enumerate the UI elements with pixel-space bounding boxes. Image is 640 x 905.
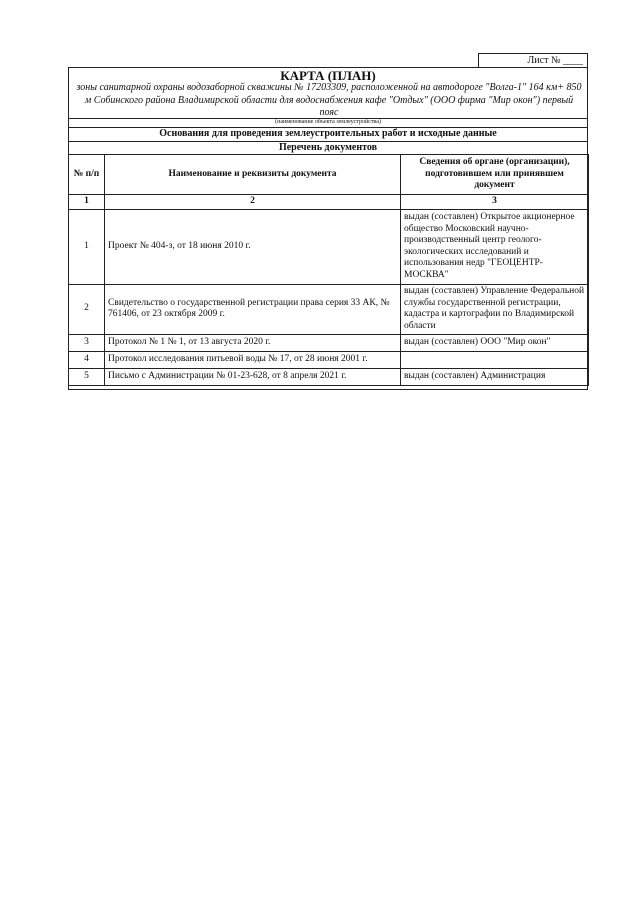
table-row [69, 334, 589, 351]
header-number: № п/п [69, 155, 105, 195]
row-organization: выдан (составлен) Открытое акционерное общество Московский научно-производственный центр геолого-экологических исследований и использования недр "ГЕОЦЕНТР-МОСКВА" [401, 209, 589, 284]
index-cell: 2 [105, 195, 401, 210]
row-organization: выдан (составлен) Управление Федеральной службы государственной регистрации, кадастра и картографии по Владимирской области [401, 284, 589, 334]
table-row [69, 368, 589, 385]
row-document: Протокол исследования питьевой воды № 17, от 28 июня 2001 г. [105, 351, 401, 368]
list-title: Перечень документов [278, 142, 378, 153]
row-organization [401, 351, 589, 368]
row-organization: выдан (составлен) ООО "Мир окон" [401, 334, 589, 351]
index-cell: 3 [401, 195, 589, 210]
document-subtitle: зоны санитарной охраны водозаборной скважины № 17203309, расположенной на автодороге "Волга-1" 164 км+ 850 м Собинского района Владимирской области для водоснабжения кафе "Отдых" (ООО фирма "Мир окон") первый пояс [76, 82, 582, 118]
row-number: 3 [69, 334, 105, 351]
table-row [69, 284, 589, 334]
header-organization: Сведения об органе (организации), подготовившем или принявшем документ [401, 155, 589, 195]
sheet-number-box [478, 53, 588, 67]
table-row [69, 351, 589, 368]
row-document: Свидетельство о государственной регистрации права серия 33 АК, № 761406, от 23 октября 2009 г. [105, 284, 401, 334]
row-number: 5 [69, 368, 105, 385]
documents-table [68, 154, 589, 386]
row-number: 2 [69, 284, 105, 334]
table-row [69, 209, 589, 284]
table-index-row [69, 195, 589, 210]
section-title: Основания для проведения землеустроительных работ и исходные данные [159, 128, 497, 139]
row-organization: выдан (составлен) Администрация [401, 368, 589, 385]
row-number: 1 [69, 209, 105, 284]
sheet-number-label: Лист № ____ [527, 55, 583, 66]
document-title: КАРТА (ПЛАН) [280, 68, 376, 83]
row-document: Письмо с Администрации № 01-23-628, от 8 апреля 2021 г. [105, 368, 401, 385]
header-document: Наименование и реквизиты документа [105, 155, 401, 195]
index-cell: 1 [69, 195, 105, 210]
table-header-row [69, 155, 589, 195]
row-document: Проект № 404-з, от 18 июня 2010 г. [105, 209, 401, 284]
row-document: Протокол № 1 № 1, от 13 августа 2020 г. [105, 334, 401, 351]
object-caption: (наименование объекта землеустройства) [275, 119, 381, 125]
row-number: 4 [69, 351, 105, 368]
